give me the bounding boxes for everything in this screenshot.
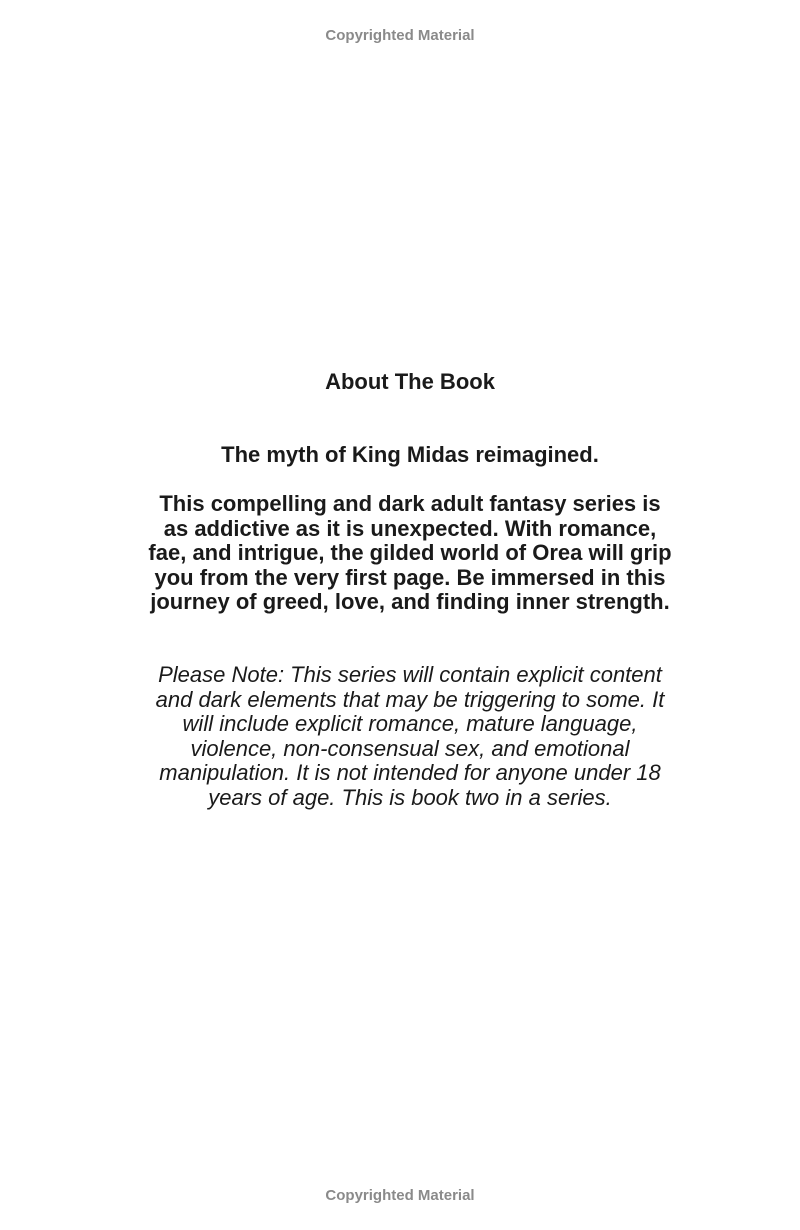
- blurb-line: This compelling and dark adult fantasy series is: [159, 491, 661, 516]
- blurb-line: fae, and intrigue, the gilded world of Orea will grip: [148, 540, 672, 566]
- page-title: About The Book: [325, 369, 495, 394]
- blurb-line: journey of greed, love, and finding inner strength.: [150, 589, 670, 615]
- note-line: and dark elements that may be triggering to some. It: [155, 686, 665, 712]
- content-warning-note: [110, 663, 710, 811]
- copyright-watermark-bottom: Copyrighted Material: [325, 1187, 475, 1204]
- tagline: The myth of King Midas reimagined.: [221, 442, 599, 467]
- blurb-line: as addictive as it is unexpected. With romance,: [163, 515, 657, 541]
- book-blurb: [110, 492, 710, 615]
- note-line: years of age. This is book two in a series.: [208, 784, 612, 810]
- blurb-line: you from the very first page. Be immersed in this: [154, 564, 666, 590]
- note-line: Please Note: This series will contain explicit content: [158, 662, 662, 687]
- note-line: violence, non-consensual sex, and emotional: [190, 735, 630, 761]
- note-line: will include explicit romance, mature language,: [182, 711, 638, 737]
- note-line: manipulation. It is not intended for anyone under 18: [159, 760, 661, 786]
- copyright-watermark-top: Copyrighted Material: [325, 27, 475, 44]
